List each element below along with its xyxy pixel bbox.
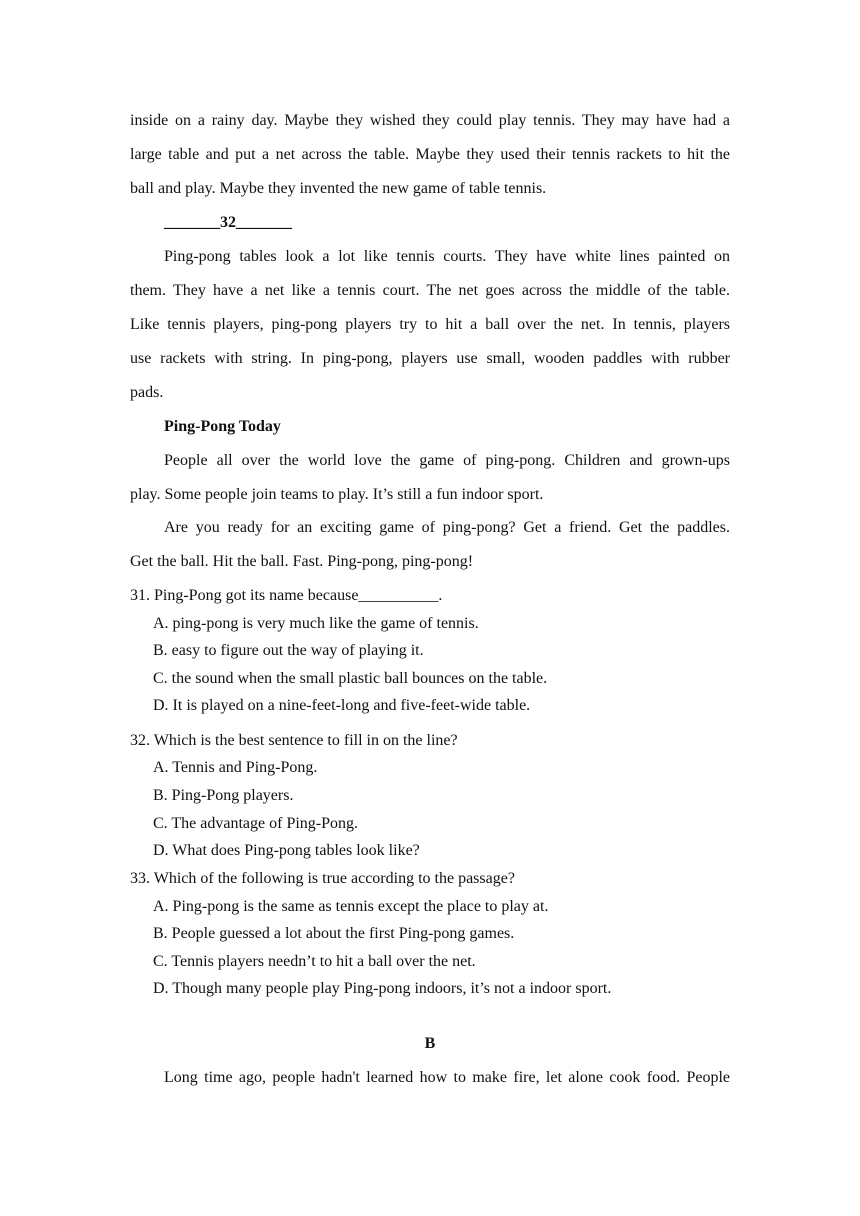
question-option: D. What does Ping-pong tables look like? (153, 842, 420, 859)
passage-line: Get the ball. Hit the ball. Fast. Ping-pong, ping-pong! (130, 553, 474, 570)
question-option: A. Tennis and Ping-Pong. (153, 759, 318, 776)
question-option: C. Tennis players needn’t to hit a ball over the net. (153, 953, 476, 970)
question-option: C. the sound when the small plastic ball bounces on the table. (153, 670, 548, 687)
section-b-title: B (424, 1035, 436, 1052)
passage-line: Are you ready for an exciting game of ping-pong? Get a friend. Get the paddles. (164, 519, 730, 536)
question-option: A. Ping-pong is the same as tennis except the place to play at. (153, 898, 549, 915)
passage-line: play. Some people join teams to play. It’s still a fun indoor sport. (130, 486, 544, 503)
passage-line: Ping-pong tables look a lot like tennis courts. They have white lines painted on (164, 248, 730, 265)
passage-line: ball and play. Maybe they invented the new game of table tennis. (130, 180, 547, 197)
question-stem: 31. Ping-Pong got its name because__________. (130, 587, 443, 604)
passage-line: use rackets with string. In ping-pong, players use small, wooden paddles with rubber (130, 350, 730, 367)
question-option: D. Though many people play Ping-pong indoors, it’s not a indoor sport. (153, 980, 612, 997)
question-option: B. People guessed a lot about the first Ping-pong games. (153, 925, 515, 942)
passage-line: inside on a rainy day. Maybe they wished they could play tennis. They may have had a (130, 112, 730, 129)
question-option: B. Ping-Pong players. (153, 787, 294, 804)
passage-line: Long time ago, people hadn't learned how to make fire, let alone cook food. People (164, 1069, 730, 1086)
question-stem: 32. Which is the best sentence to fill in on the line? (130, 732, 458, 749)
passage-line: large table and put a net across the table. Maybe they used their tennis rackets to hit the (130, 146, 730, 163)
question-option: A. ping-pong is very much like the game of tennis. (153, 615, 479, 632)
passage-line: them. They have a net like a tennis court. The net goes across the middle of the table. (130, 282, 730, 299)
blank-heading-32: _______32_______ (164, 214, 292, 231)
question-option: C. The advantage of Ping-Pong. (153, 815, 359, 832)
passage-line: People all over the world love the game of ping-pong. Children and grown-ups (164, 452, 730, 469)
passage-line: pads. (130, 384, 164, 401)
question-option: D. It is played on a nine-feet-long and five-feet-wide table. (153, 697, 531, 714)
question-stem: 33. Which of the following is true according to the passage? (130, 870, 515, 887)
question-option: B. easy to figure out the way of playing it. (153, 642, 424, 659)
section-heading: Ping-Pong Today (164, 418, 281, 435)
passage-line: Like tennis players, ping-pong players try to hit a ball over the net. In tennis, players (130, 316, 730, 333)
